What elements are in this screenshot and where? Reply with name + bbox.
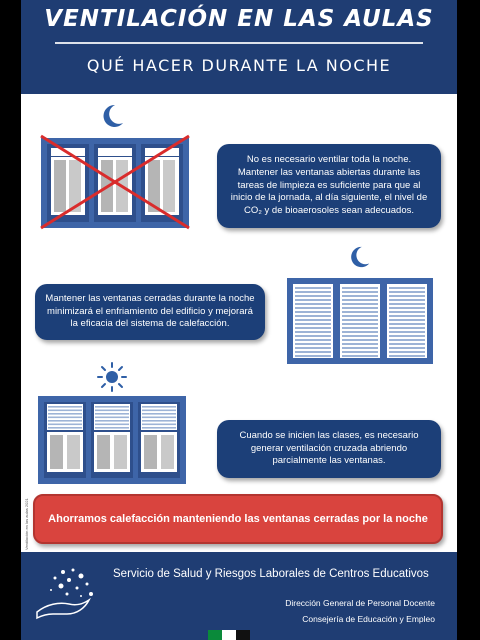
moon-icon (347, 245, 371, 269)
flag-stripe-black (236, 630, 250, 640)
page-title: VENTILACIÓN EN LAS AULAS (44, 6, 434, 32)
info-box-text: No es necesario ventilar toda la noche. Mantener las ventanas abiertas durante las tareas de limpieza es suficiente para que al inicio de la jornada, al día siguiente, el nivel de CO₂ y de bioaerosoles sean adecuados. (230, 153, 428, 217)
window-half-open-icon (38, 396, 186, 484)
footer-directorate: Dirección General de Personal Docente (285, 598, 435, 608)
cross-icon (39, 134, 191, 230)
alert-banner (33, 494, 443, 544)
poster (21, 0, 457, 640)
footer-ministry: Consejería de Educación y Empleo (302, 614, 435, 624)
footer-organization: Servicio de Salud y Riesgos Laborales de Centros Educativos (113, 568, 429, 580)
info-box-night-ventilation (217, 144, 441, 228)
window-closed-icon (287, 278, 433, 364)
alert-text: Ahorramos calefacción manteniendo las ventanas cerradas por la noche (48, 513, 428, 525)
info-box-cross-ventilation (217, 420, 441, 478)
header-banner (21, 0, 457, 94)
flag-stripe-green (208, 630, 222, 640)
logo-hand-icon (33, 564, 99, 624)
sun-icon (97, 362, 127, 392)
info-box-text: Cuando se inicien las clases, es necesario generar ventilación cruzada abriendo parcialmente las ventanas. (239, 429, 419, 467)
footer (21, 552, 457, 640)
moon-icon (99, 103, 125, 129)
header-divider (55, 42, 423, 44)
page-subtitle: QUÉ HACER DURANTE LA NOCHE (86, 56, 392, 75)
flag (208, 630, 250, 640)
side-note (24, 490, 34, 550)
info-box-closed-windows (35, 284, 265, 340)
flag-stripe-white (222, 630, 236, 640)
info-box-text: Mantener las ventanas cerradas durante la noche minimizará el enfriamiento del edificio y mejorará la eficacia del sistema de calefacción. (45, 292, 255, 330)
side-note-text: Ventilación en las aulas 2021 (24, 498, 29, 550)
